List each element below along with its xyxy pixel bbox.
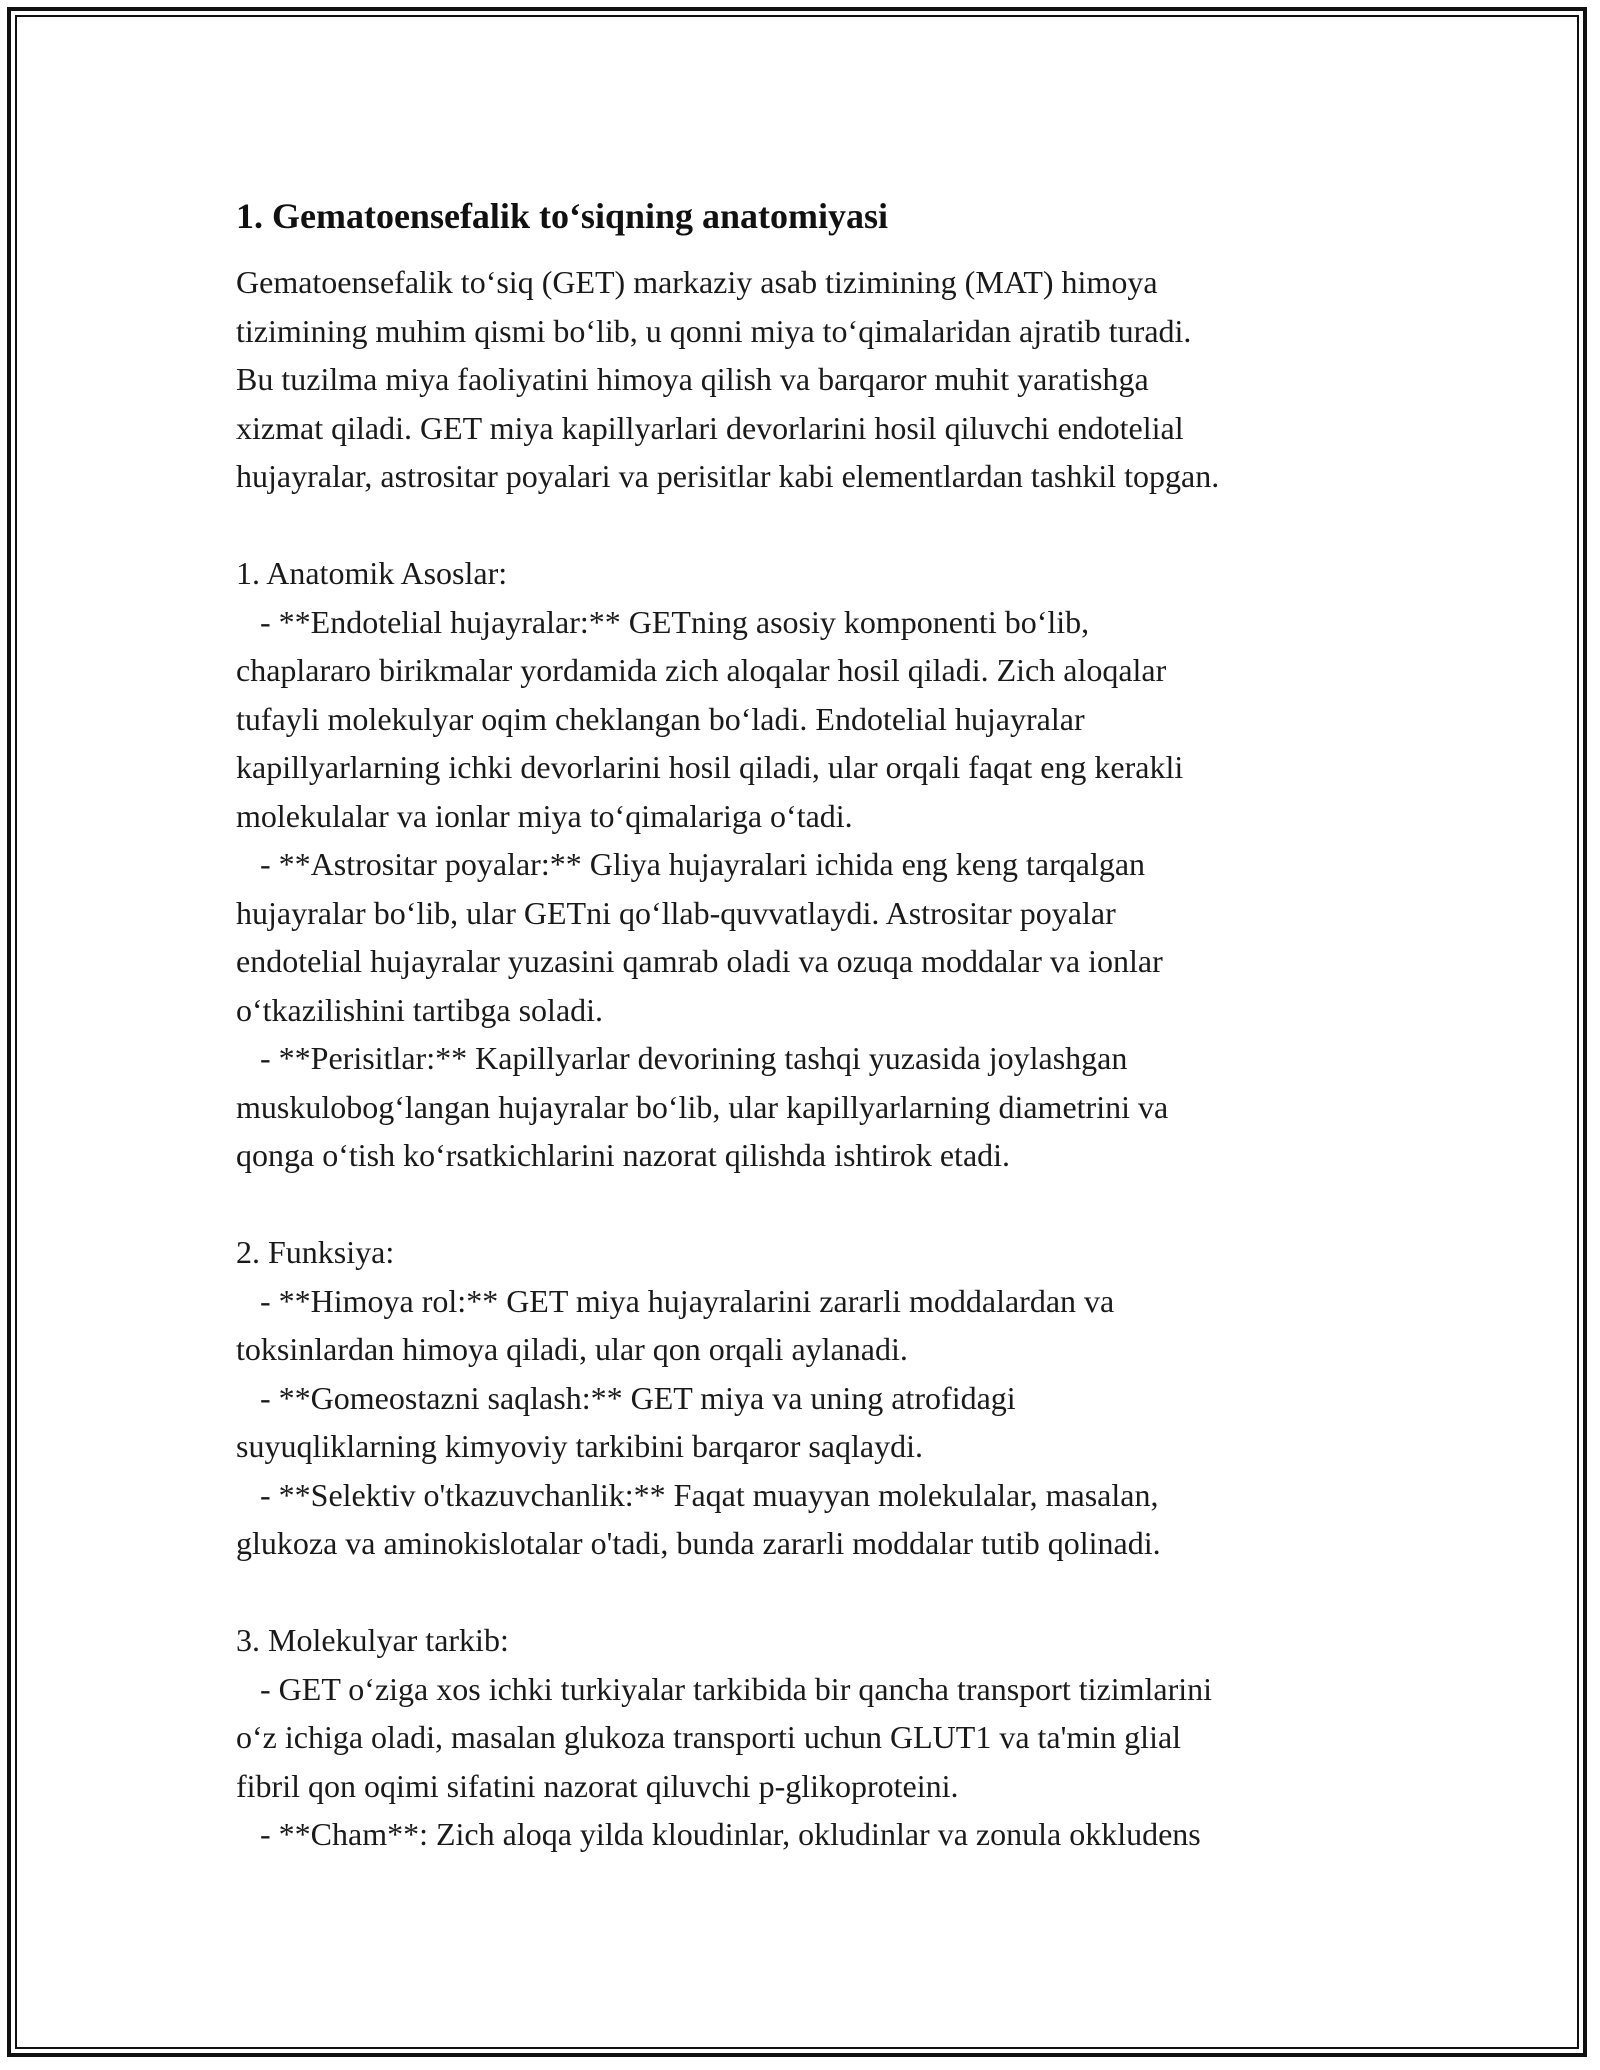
text-line: Gematoensefalik to‘siq (GET) markaziy asab tizimining (MAT) himoya: [236, 264, 1158, 300]
text-line: - **Endotelial hujayralar:** GETning asosiy komponenti bo‘lib,: [236, 603, 1090, 640]
text-line: molekulalar va ionlar miya to‘qimalariga o‘tadi.: [236, 797, 853, 834]
section-funksiya: [236, 1228, 1376, 1568]
document-body: [236, 190, 1376, 1859]
text-line: - **Gomeostazni saqlash:** GET miya va uning atrofidagi: [236, 1379, 1016, 1416]
section-title: 2. Funksiya:: [236, 1234, 395, 1270]
text-line: - **Cham**: Zich aloqa yilda kloudinlar, okludinlar va zonula okkludens: [236, 1816, 1201, 1852]
intro-paragraph: [236, 258, 1376, 501]
section-molekulyar-tarkib: [236, 1616, 1376, 1859]
text-line: glukoza va aminokislotalar o'tadi, bunda zararli moddalar tutib qolinadi.: [236, 1525, 1161, 1561]
paragraph-gap: [236, 1180, 1376, 1229]
section-title: 1. Anatomik Asoslar:: [236, 555, 508, 591]
text-line: o‘z ichiga oladi, masalan glukoza transporti uchun GLUT1 va ta'min glial: [236, 1719, 1182, 1755]
text-line: fibril qon oqimi sifatini nazorat qiluvchi p-glikoproteini.: [236, 1767, 959, 1804]
text-line: o‘tkazilishini tartibga soladi.: [236, 991, 604, 1028]
paragraph-gap: [236, 501, 1376, 550]
document-heading: 1. Gematoensefalik to‘siqning anatomiyasi: [236, 196, 889, 236]
text-line: - **Perisitlar:** Kapillyarlar devorining tashqi yuzasida joylashgan: [236, 1040, 1128, 1076]
text-line: muskulobog‘langan hujayralar bo‘lib, ular kapillyarlarning diametrini va: [236, 1088, 1169, 1125]
text-line: qonga o‘tish ko‘rsatkichlarini nazorat qilishda ishtirok etadi.: [236, 1137, 1011, 1173]
text-line: hujayralar bo‘lib, ular GETni qo‘llab-quvvatlaydi. Astrositar poyalar: [236, 894, 1116, 931]
text-line: - GET o‘ziga xos ichki turkiyalar tarkibida bir qancha transport tizimlarini: [236, 1670, 1212, 1707]
section-anatomik-asoslar: [236, 549, 1376, 1180]
text-line: - **Himoya rol:** GET miya hujayralarini zararli moddalardan va: [236, 1282, 1115, 1319]
text-line: endotelial hujayralar yuzasini qamrab oladi va ozuqa moddalar va ionlar: [236, 943, 1163, 979]
text-line: tizimining muhim qismi bo‘lib, u qonni miya to‘qimalaridan ajratib turadi.: [236, 312, 1192, 349]
text-line: kapillyarlarning ichki devorlarini hosil qiladi, ular orqali faqat eng kerakli: [236, 749, 1184, 785]
text-line: - **Astrositar poyalar:** Gliya hujayralari ichida eng keng tarqalgan: [236, 846, 1146, 882]
text-line: Bu tuzilma miya faoliyatini himoya qilish va barqaror muhit yaratishga: [236, 361, 1149, 397]
text-line: hujayralar, astrositar poyalari va perisitlar kabi elementlardan tashkil topgan.: [236, 458, 1220, 494]
text-line: tufayli molekulyar oqim cheklangan bo‘ladi. Endotelial hujayralar: [236, 700, 1085, 737]
text-line: xizmat qiladi. GET miya kapillyarlari devorlarini hosil qiluvchi endotelial: [236, 409, 1184, 446]
text-line: - **Selektiv o'tkazuvchanlik:** Faqat muayyan molekulalar, masalan,: [236, 1476, 1159, 1513]
text-line: suyuqliklarning kimyoviy tarkibini barqaror saqlaydi.: [236, 1428, 923, 1464]
text-line: toksinlardan himoya qiladi, ular qon orqali aylanadi.: [236, 1331, 908, 1367]
text-line: chaplararo birikmalar yordamida zich aloqalar hosil qiladi. Zich aloqalar: [236, 652, 1167, 688]
section-title: 3. Molekulyar tarkib:: [236, 1622, 509, 1658]
paragraph-gap: [236, 1568, 1376, 1617]
